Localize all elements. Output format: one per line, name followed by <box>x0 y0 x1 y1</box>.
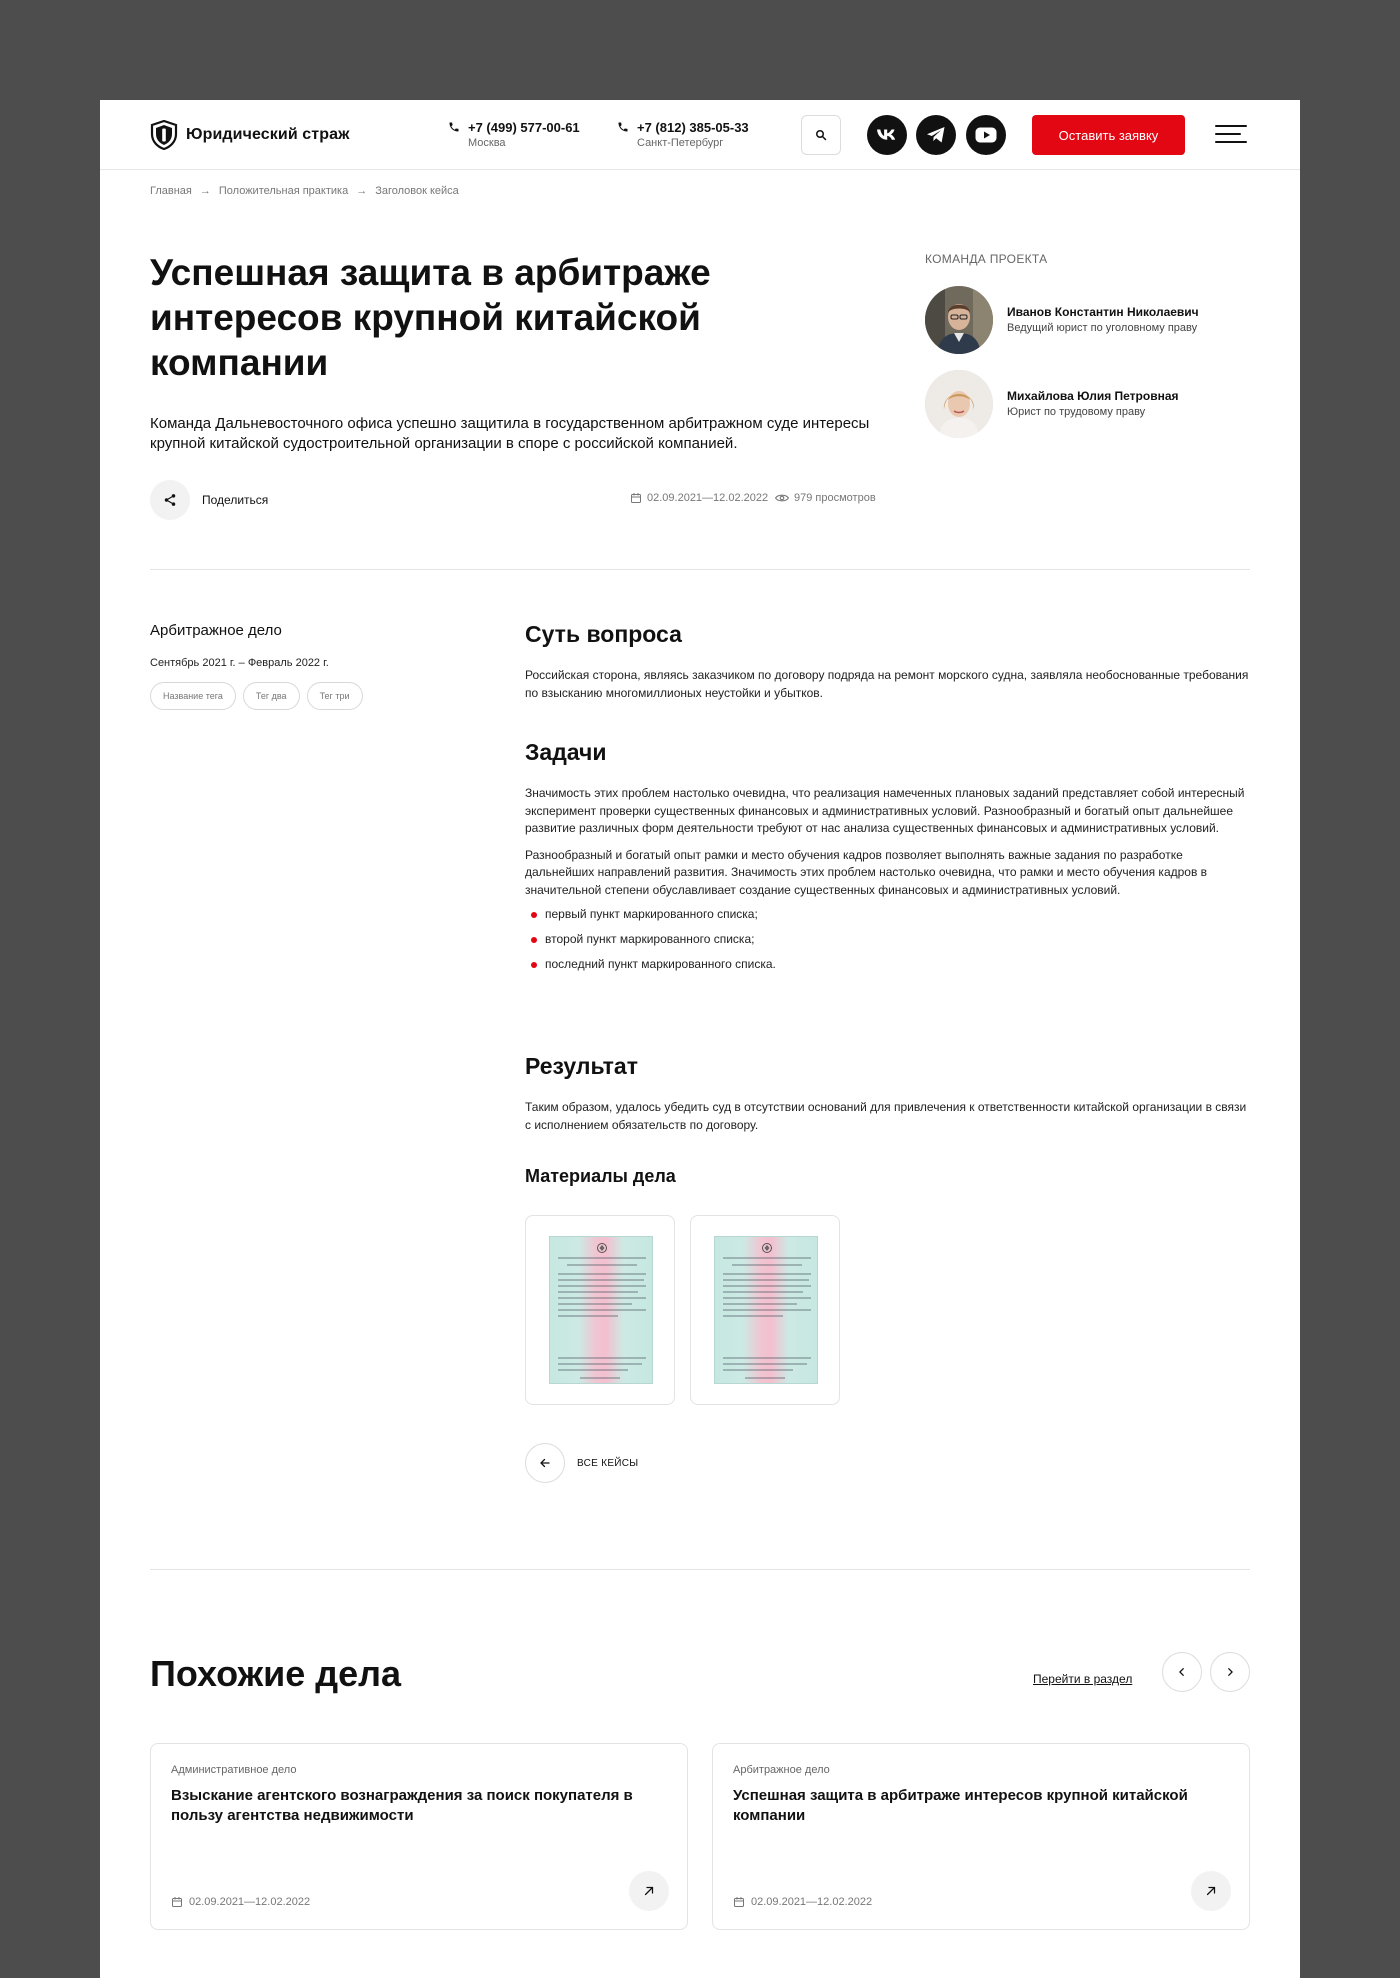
section-text: Значимость этих проблем настолько очевидна, что реализация намеченных плановых заданий представляет собой интересный эксперимент проверки существенных финансовых и административных условий. Разнообразный и богатый опыт дальнейшее развитие различных форм деятельности требуют от нас анализа существенных финансовых и административных условий. <box>525 786 1245 835</box>
breadcrumb <box>150 185 459 197</box>
card-dates-text: 02.09.2021—12.02.2022 <box>751 1896 873 1908</box>
arrow-up-right-icon <box>1205 1885 1217 1897</box>
all-cases-button[interactable] <box>525 1443 638 1483</box>
arrow-left-icon <box>525 1443 565 1483</box>
search-button[interactable] <box>801 115 841 155</box>
calendar-icon <box>630 492 642 504</box>
share-label: Поделиться <box>202 493 269 507</box>
list-item: первый пункт маркированного списка; <box>525 906 1250 924</box>
case-card[interactable] <box>712 1743 1250 1930</box>
phone-number: +7 (499) 577-00-61 <box>468 120 580 135</box>
phone-number: +7 (812) 385-05-33 <box>637 120 749 135</box>
page-title: Успешная защита в арбитраже интересов крупной китайской компании <box>150 252 711 383</box>
card-title[interactable]: Взыскание агентского вознаграждения за поиск покупателя в пользу агентства недвижимости <box>171 1787 633 1824</box>
page <box>100 100 1300 1978</box>
vk-button[interactable] <box>867 115 907 155</box>
section-text: Российская сторона, являясь заказчиком по договору подряда на ремонт морского судна, заявляла необоснованные требования по взысканию многомиллионых неустойки и убытков. <box>525 668 1249 700</box>
document-thumbnail[interactable] <box>690 1215 840 1405</box>
arrow-right-icon: → <box>356 185 368 197</box>
phone-city: Санкт-Петербург <box>637 137 724 149</box>
open-card-button[interactable] <box>1191 1871 1231 1911</box>
tag[interactable]: Тег три <box>307 682 363 710</box>
search-icon <box>815 129 827 141</box>
share-icon <box>150 480 190 520</box>
materials-title: Материалы дела <box>525 1166 676 1186</box>
hero-lead: Команда Дальневосточного офиса успешно защитила в государственном арбитражном суде интересы крупной китайской судостроительной организации в споре с российской компанией. <box>150 415 870 452</box>
section-essence <box>525 620 1250 702</box>
chevron-right-icon <box>1225 1667 1235 1677</box>
card-category: Административное дело <box>171 1764 297 1776</box>
card-dates <box>171 1896 310 1908</box>
breadcrumb-item-practice[interactable]: Положительная практика <box>218 185 349 197</box>
phone-icon <box>448 121 460 133</box>
document-image <box>549 1236 653 1384</box>
similar-title: Похожие дела <box>150 1653 402 1694</box>
vk-icon <box>876 128 898 142</box>
chevron-left-icon <box>1177 1667 1187 1677</box>
shield-logo-icon <box>150 120 178 150</box>
list-item: второй пункт маркированного списка; <box>525 931 1250 949</box>
tag[interactable]: Название тега <box>150 682 236 710</box>
case-dates <box>630 492 768 504</box>
case-type: Арбитражное дело <box>150 622 282 639</box>
phone-moscow[interactable] <box>448 120 580 150</box>
section-title: Суть вопроса <box>525 621 682 647</box>
section-result <box>525 1052 1250 1134</box>
prev-button[interactable] <box>1162 1652 1202 1692</box>
breadcrumb-item-home[interactable]: Главная <box>150 185 192 197</box>
all-cases-label: ВСЕ КЕЙСЫ <box>577 1457 639 1469</box>
open-card-button[interactable] <box>629 1871 669 1911</box>
case-period: Сентябрь 2021 г. – Февраль 2022 г. <box>150 657 329 669</box>
next-button[interactable] <box>1210 1652 1250 1692</box>
phone-icon <box>617 121 629 133</box>
go-to-section-link[interactable]: Перейти в раздел <box>1033 1672 1133 1686</box>
leave-request-button[interactable]: Оставить заявку <box>1032 115 1185 155</box>
card-title[interactable]: Успешная защита в арбитраже интересов крупной китайской компании <box>733 1787 1188 1824</box>
burger-menu-icon[interactable] <box>1215 125 1247 145</box>
share-button[interactable] <box>150 480 268 520</box>
team-member[interactable] <box>925 370 1179 438</box>
section-title: Задачи <box>525 739 607 765</box>
bullet-list <box>525 906 1250 974</box>
card-dates-text: 02.09.2021—12.02.2022 <box>189 1896 311 1908</box>
section-text: Таким образом, удалось убедить суд в отсутствии оснований для привлечения к ответственности китайской организации в связи с исполнением обязательств по договору. <box>525 1100 1247 1132</box>
tag-list <box>150 682 363 710</box>
arrow-up-right-icon <box>643 1885 655 1897</box>
logo-text: Юридический страж <box>186 126 350 143</box>
calendar-icon <box>733 1896 745 1908</box>
section-text: Разнообразный и богатый опыт рамки и место обучения кадров позволяет выполнять важные задания по разработке дальнейших направлений развития. Значимость этих проблем настолько очевидна, что рамки и место обучения кадров в значительной степени обуславливает создание существенных финансовых и административных условий. <box>525 847 1208 897</box>
avatar <box>925 370 993 438</box>
member-role: Юрист по трудовому праву <box>1007 406 1146 418</box>
member-name: Михайлова Юлия Петровная <box>1007 389 1179 403</box>
divider <box>150 569 1250 570</box>
logo[interactable] <box>150 120 350 150</box>
eye-icon <box>775 492 789 504</box>
phone-city: Москва <box>468 137 506 149</box>
card-dates <box>733 1896 872 1908</box>
list-item: последний пункт маркированного списка. <box>525 956 1250 974</box>
telegram-icon <box>926 126 946 144</box>
youtube-icon <box>975 127 997 143</box>
youtube-button[interactable] <box>966 115 1006 155</box>
telegram-button[interactable] <box>916 115 956 155</box>
dates-text: 02.09.2021—12.02.2022 <box>647 492 769 504</box>
section-tasks <box>525 738 1250 981</box>
views-count <box>775 492 876 504</box>
case-card[interactable] <box>150 1743 688 1930</box>
breadcrumb-item-current: Заголовок кейса <box>375 185 459 197</box>
member-role: Ведущий юрист по уголовному праву <box>1007 322 1198 334</box>
views-text: 979 просмотров <box>794 492 876 504</box>
document-image <box>714 1236 818 1384</box>
team-title: КОМАНДА ПРОЕКТА <box>925 252 1048 266</box>
materials-list <box>525 1215 1250 1405</box>
avatar <box>925 286 993 354</box>
member-name: Иванов Константин Николаевич <box>1007 305 1199 319</box>
team-member[interactable] <box>925 286 1199 354</box>
section-title: Результат <box>525 1053 638 1079</box>
tag[interactable]: Тег два <box>243 682 300 710</box>
card-category: Арбитражное дело <box>733 1764 830 1776</box>
calendar-icon <box>171 1896 183 1908</box>
arrow-right-icon: → <box>199 185 211 197</box>
site-header <box>100 100 1300 170</box>
document-thumbnail[interactable] <box>525 1215 675 1405</box>
phone-spb[interactable] <box>617 120 749 150</box>
divider <box>150 1569 1250 1570</box>
